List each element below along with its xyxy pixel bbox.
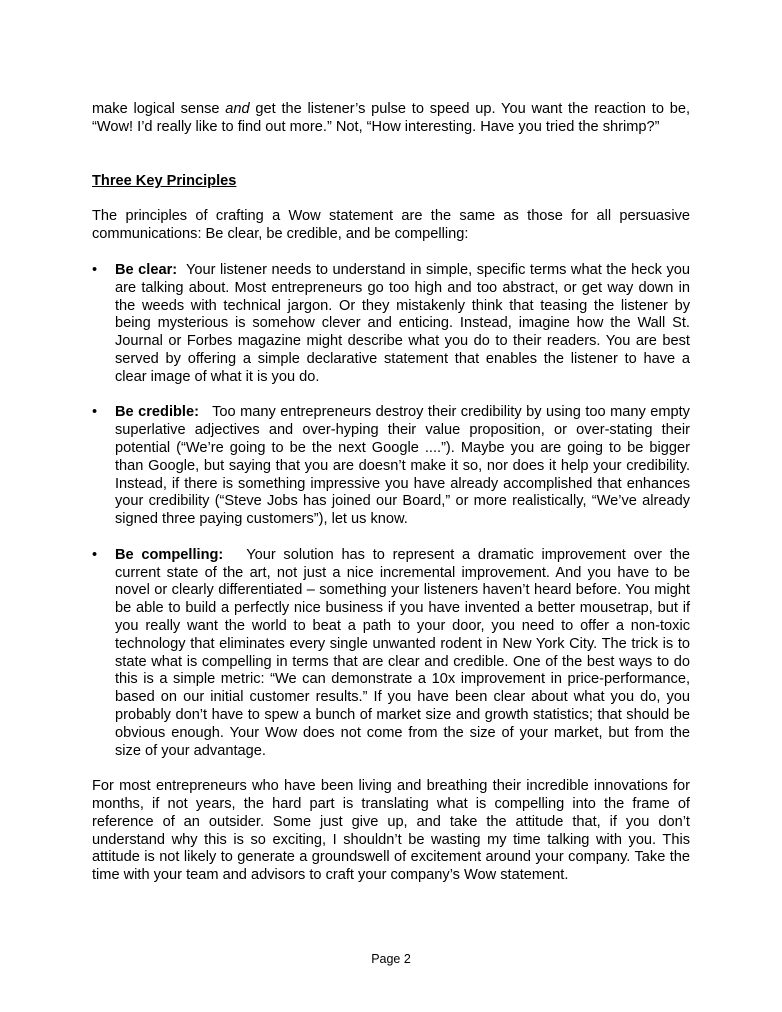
- principle-text: Your listener needs to understand in simple, specific terms what the heck you are talking about. Most entrepreneurs go too high and too abstract, or get way down in the weeds with technical jargon. Or they mistakenly think that teasing the listener by being mysterious is somehow clever and enticing. Instead, imagine how the Wall St. Journal or Forbes magazine might describe what you do to their readers. You are best served by offering a simple declarative statement that enables the listener to have a clear image of what it is you do.: [115, 261, 690, 385]
- principle-term: Be compelling:: [115, 546, 224, 563]
- intro-text-start: make logical sense: [92, 101, 226, 117]
- spacer: [92, 760, 690, 778]
- page-number: Page 2: [371, 952, 411, 966]
- intro-paragraph: [92, 101, 690, 137]
- page-body: [92, 101, 690, 885]
- bullet-icon: •: [92, 546, 98, 563]
- closing-paragraph: For most entrepreneurs who have been living and breathing their incredible innovations for months, if not years, the hard part is translating what is compelling into the frame of reference of an outsider. Some just give up, and take the attitude that, if you don’t understand why this is so exciting, I shouldn’t be wasting my time talking with you. This attitude is not likely to generate a groundswell of excitement around your company. Take the time with your team and advisors to craft your company’s Wow statement.: [92, 778, 690, 884]
- spacer: [92, 244, 690, 262]
- spacer: [92, 190, 690, 208]
- principle-text: Your solution has to represent a dramatic improvement over the current state of the art, not just a nice incremental improvement. And you have to be novel or clearly differentiated – something your listeners haven’t heard before. You might be able to build a perfectly nice business if you have invented a better mousetrap, but if you really want the world to beat a path to your door, you need to offer a non-toxic technology that eliminates every single unwanted rodent in New York City. The trick is to state what is compelling in terms that are clear and credible. One of the best ways to do this is a simple metric: “We can demonstrate a 10x improvement in price-performance, based on our initial customer results.” If you have been clear about what you do, you probably don’t have to spew a bunch of market size and growth statistics; that should be obvious enough. Your Wow does not come from the size of your market, but from the size of your advantage.: [115, 546, 690, 759]
- spacer: [92, 137, 690, 173]
- principle-term: Be clear:: [115, 261, 178, 278]
- principle-item-credible: [92, 404, 690, 529]
- principle-item-compelling: [92, 547, 690, 761]
- principles-intro-paragraph: The principles of crafting a Wow statement are the same as those for all persuasive communications: Be clear, be credible, and be compelling:: [92, 208, 690, 243]
- section-heading: Three Key Principles: [92, 172, 237, 189]
- intro-text-end: get the listener’s pulse to speed up. You want the reaction to be, “Wow! I’d really like to find out more.” Not, “How interesting. Have you tried the shrimp?”: [92, 101, 690, 135]
- principle-term: Be credible:: [115, 404, 199, 421]
- bullet-icon: •: [92, 261, 98, 278]
- principle-item-clear: [92, 262, 690, 387]
- intro-emphasis: and: [225, 101, 250, 117]
- principles-list: [92, 262, 690, 760]
- principle-text: Too many entrepreneurs destroy their credibility by using too many empty superlative adjectives and over-hyping their value proposition, or over-stating their potential (“We’re going to be the next Google ....”). Maybe you are going to be bigger than Google, but saying that you are doesn’t make it so, nor does it help your credibility. Instead, if there is something impressive you have already accomplished that enhances your credibility (“Steve Jobs has joined our Board,” or more realistically, “We’ve already signed three paying customers”), let us know.: [115, 404, 690, 528]
- bullet-icon: •: [92, 404, 98, 421]
